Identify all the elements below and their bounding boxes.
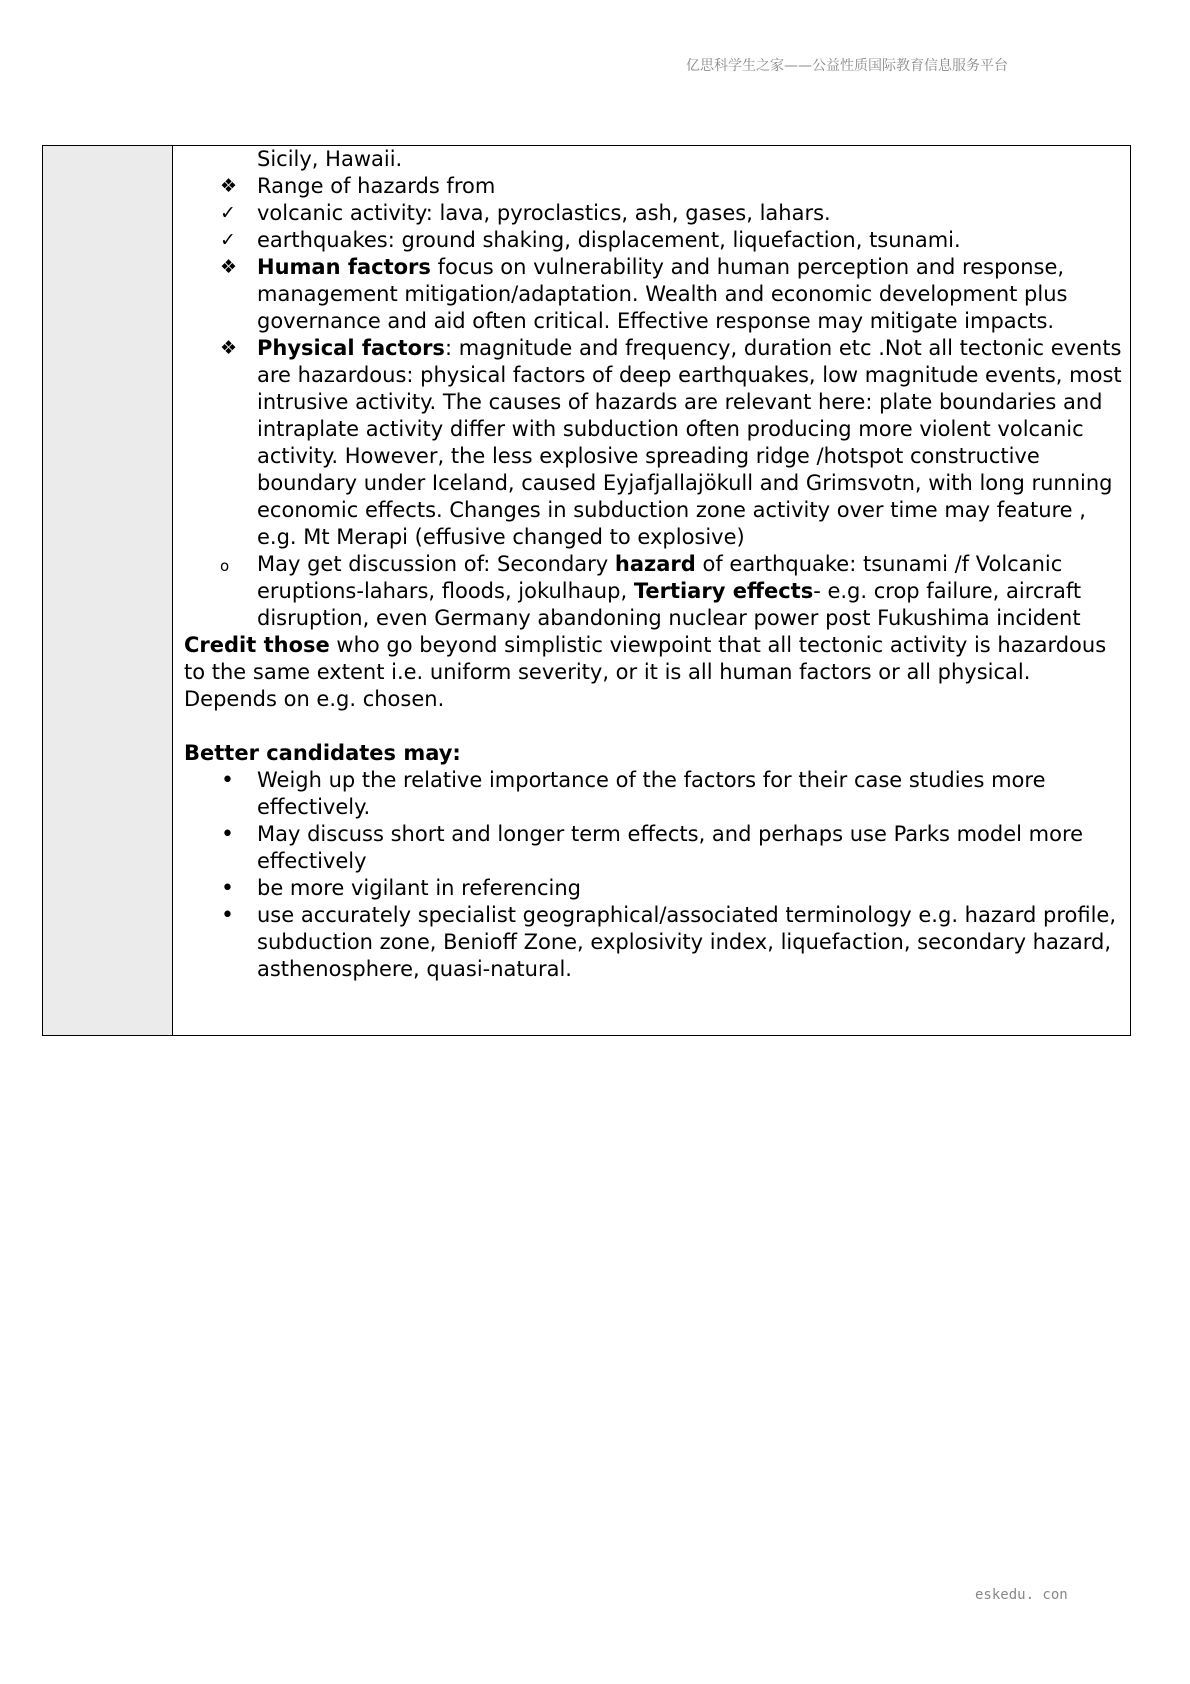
list-item: [184, 767, 1130, 821]
better-candidates-heading: [184, 740, 1130, 767]
bullet-icon: •: [221, 822, 234, 847]
item-text: volcanic activity: lava, pyroclastics, ash, gases, lahars.: [257, 201, 831, 225]
list-item: [184, 821, 1130, 875]
item-text: focus on vulnerability and human perception and response, management mitigation/adaptation. Wealth and economic development plus governance and aid often critical. Effective response may mitigate impacts.: [257, 255, 1068, 333]
list-item: [184, 875, 1130, 902]
list-item: [184, 551, 1130, 632]
spacer: [184, 713, 1130, 740]
list-item: [184, 227, 1130, 254]
list-item: [184, 902, 1130, 983]
table-content: [173, 146, 1130, 983]
bullet-icon: •: [221, 903, 234, 928]
diamond-bullet-icon: ❖: [220, 256, 238, 278]
heading-text: Better candidates may:: [184, 741, 461, 765]
item-text: of earthquake: tsunami /f Volcanic eruptions-lahars, floods, jokulhaup,: [257, 552, 1063, 603]
item-bold-text: Tertiary effects: [633, 579, 814, 603]
item-bold-text: hazard: [614, 552, 696, 576]
mark-scheme-table: [42, 145, 1131, 1036]
table-left-column: [43, 146, 173, 1035]
credit-bold-label: Credit those: [184, 633, 330, 657]
list-item: [184, 335, 1130, 551]
circle-bullet-icon: o: [220, 557, 230, 575]
item-bold-label: Physical factors: [257, 336, 445, 360]
page-footer: eskedu. con: [975, 1587, 1068, 1603]
checkmark-icon: ✓: [220, 229, 236, 251]
item-text: : magnitude and frequency, duration etc .Not all tectonic events are hazardous: physical factors of deep earthquakes, low magnitude events, most intrusive activity. The causes of hazards are relevant here: plate boundaries and intraplate activity differ with subduction often producing more violent volcanic activity. However, the less explosive spreading ridge /hotspot constructive boundary under Iceland, caused Eyjafjallajökull and Grimsvotn, with long running economic effects. Changes in subduction zone activity over time may feature , e.g. Mt Merapi (effusive changed to explosive): [257, 336, 1122, 549]
bullet-icon: •: [221, 876, 234, 901]
list-item: [184, 254, 1130, 335]
item-text: - e.g. crop failure, aircraft disruption, even Germany abandoning nuclear power post Fukushima incident: [257, 579, 1082, 630]
table-right-column: [173, 146, 1130, 1035]
diamond-bullet-icon: ❖: [220, 175, 238, 197]
item-text: Weigh up the relative importance of the factors for their case studies more effectively.: [257, 768, 1046, 819]
item-text: Range of hazards from: [257, 174, 496, 198]
bullet-icon: •: [221, 768, 234, 793]
credit-text: who go beyond simplistic viewpoint that all tectonic activity is hazardous to the same extent i.e. uniform severity, or it is all human factors or all physical. Depends on e.g. chosen.: [184, 633, 1107, 711]
item-text: Sicily, Hawaii.: [257, 147, 403, 171]
diamond-bullet-icon: ❖: [220, 337, 238, 359]
item-text: earthquakes: ground shaking, displacement, liquefaction, tsunami.: [257, 228, 961, 252]
item-text: be more vigilant in referencing: [257, 876, 581, 900]
list-item: [184, 173, 1130, 200]
list-item: [184, 200, 1130, 227]
item-text: May discuss short and longer term effects, and perhaps use Parks model more effectively: [257, 822, 1084, 873]
checkmark-icon: ✓: [220, 202, 236, 224]
page-header: 亿思科学生之家——公益性质国际教育信息服务平台: [686, 58, 1008, 74]
item-text: May get discussion of: Secondary: [257, 552, 615, 576]
list-item: [184, 146, 1130, 173]
item-bold-label: Human factors: [257, 255, 431, 279]
item-text: use accurately specialist geographical/associated terminology e.g. hazard profile, subduction zone, Benioff Zone, explosivity index, liquefaction, secondary hazard, asthenosphere, quasi-natural.: [257, 903, 1117, 981]
credit-paragraph: [184, 632, 1130, 713]
